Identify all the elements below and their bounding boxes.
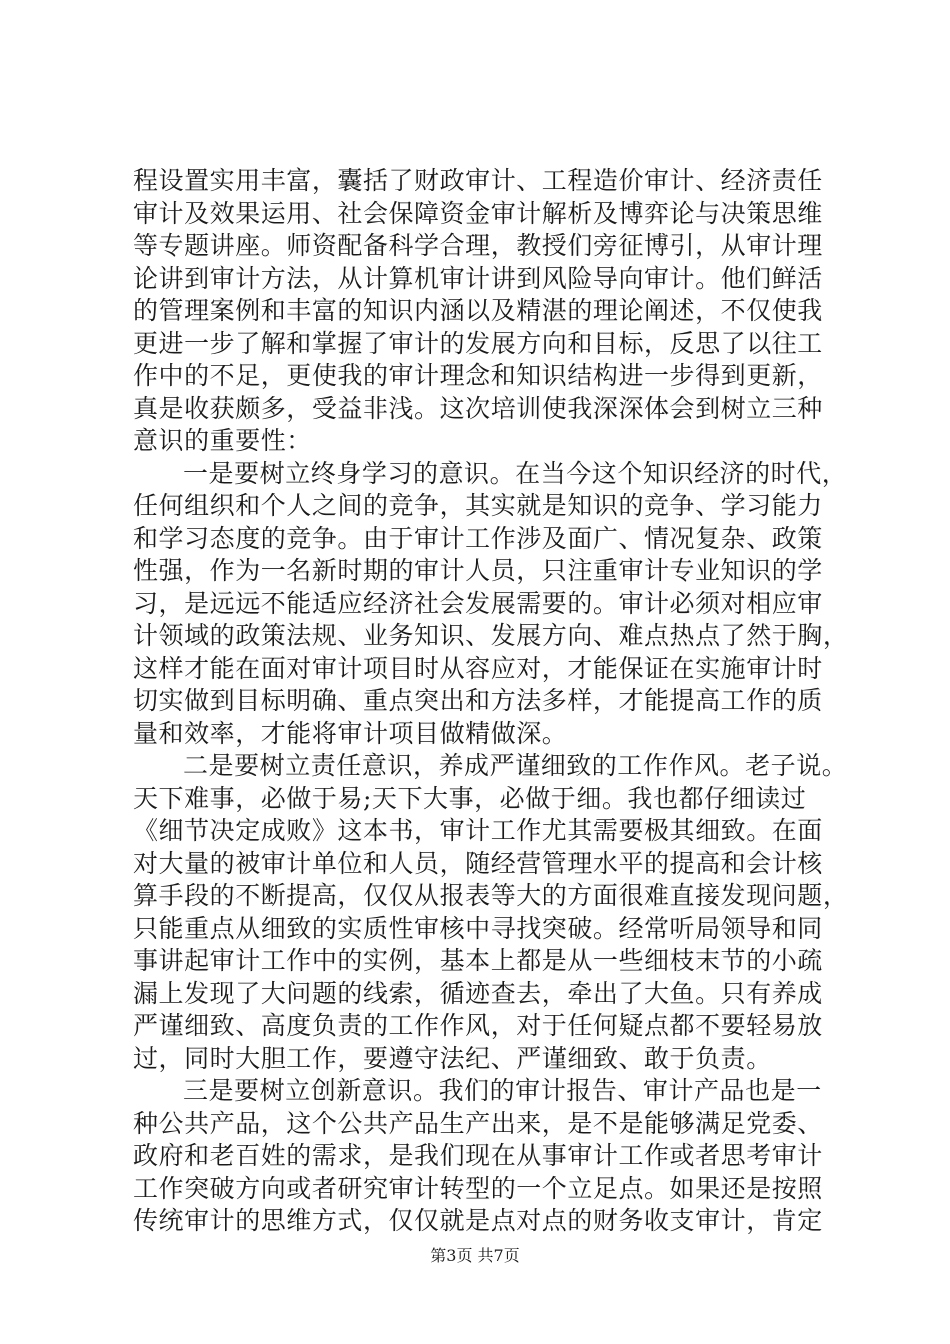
text-line: 性强，作为一名新时期的审计人员，只注重审计专业知识的学 [133,556,823,585]
text-line: 工作突破方向或者研究审计转型的一个立足点。如果还是按照 [133,1173,823,1203]
text-line: 审计及效果运用、社会保障资金审计解析及博弈论与决策思维 [133,198,823,228]
text-line: 更进一步了解和掌握了审计的发展方向和目标，反思了以往工 [133,328,823,358]
text-line: 只能重点从细致的实质性审核中寻找突破。经常听局领导和同 [133,913,823,943]
text-line: 真是收获颇多，受益非浅。这次培训使我深深体会到树立三种 [133,393,823,423]
page-number-footer: 第3页 共7页 [430,1246,520,1265]
text-line: 天下难事，必做于易;天下大事，必做于细。我也都仔细读过 [133,783,807,813]
text-line: 切实做到目标明确、重点突出和方法多样，才能提高工作的质 [133,686,823,715]
text-line: 严谨细致、高度负责的工作作风，对于任何疑点都不要轻易放 [133,1011,823,1040]
text-line: 论讲到审计方法，从计算机审计讲到风险导向审计。他们鲜活 [133,263,823,293]
text-line: 的管理案例和丰富的知识内涵以及精湛的理论阐述，不仅使我 [133,296,823,325]
text-line: 这样才能在面对审计项目时从容应对，才能保证在实施审计时 [133,653,823,683]
text-line: 政府和老百姓的需求，是我们现在从事审计工作或者思考审计 [133,1141,823,1170]
paragraph-first-line: 二是要树立责任意识，养成严谨细致的工作作风。老子说。 [183,751,848,780]
text-line: 程设置实用丰富，囊括了财政审计、工程造价审计、经济责任 [133,166,823,195]
text-line: 《细节决定成败》这本书，审计工作尤其需要极其细致。在面 [133,816,823,845]
text-line: 漏上发现了大问题的线索，循迹查去，牵出了大鱼。只有养成 [133,978,823,1008]
text-line: 传统审计的思维方式，仅仅就是点对点的财务收支审计，肯定 [133,1206,823,1235]
paragraph-first-line: 三是要树立创新意识。我们的审计报告、审计产品也是一 [183,1076,822,1105]
text-line: 等专题讲座。师资配备科学合理，教授们旁征博引，从审计理 [133,231,823,260]
text-line: 任何组织和个人之间的竞争，其实就是知识的竞争、学习能力 [133,491,823,520]
text-line: 事讲起审计工作中的实例，基本上都是从一些细枝末节的小疏 [133,946,823,975]
text-line: 意识的重要性： [133,426,312,455]
text-line: 习，是远远不能适应经济社会发展需要的。审计必须对相应审 [133,588,823,618]
text-line: 量和效率，才能将审计项目做精做深。 [133,718,568,748]
text-line: 过，同时大胆工作，要遵守法纪、严谨细致、敢于负责。 [133,1043,772,1073]
text-line: 作中的不足，更使我的审计理念和知识结构进一步得到更新， [133,361,823,390]
text-line: 和学习态度的竞争。由于审计工作涉及面广、情况复杂、政策 [133,523,823,553]
text-line: 种公共产品，这个公共产品生产出来，是不是能够满足党委、 [133,1108,823,1138]
text-line: 计领域的政策法规、业务知识、发展方向、难点热点了然于胸， [133,621,849,650]
text-line: 算手段的不断提高，仅仅从报表等大的方面很难直接发现问题， [133,881,849,910]
body-text [133,165,849,1238]
text-line: 对大量的被审计单位和人员，随经营管理水平的提高和会计核 [133,848,823,878]
paragraph-first-line: 一是要树立终身学习的意识。在当今这个知识经济的时代， [183,458,848,488]
